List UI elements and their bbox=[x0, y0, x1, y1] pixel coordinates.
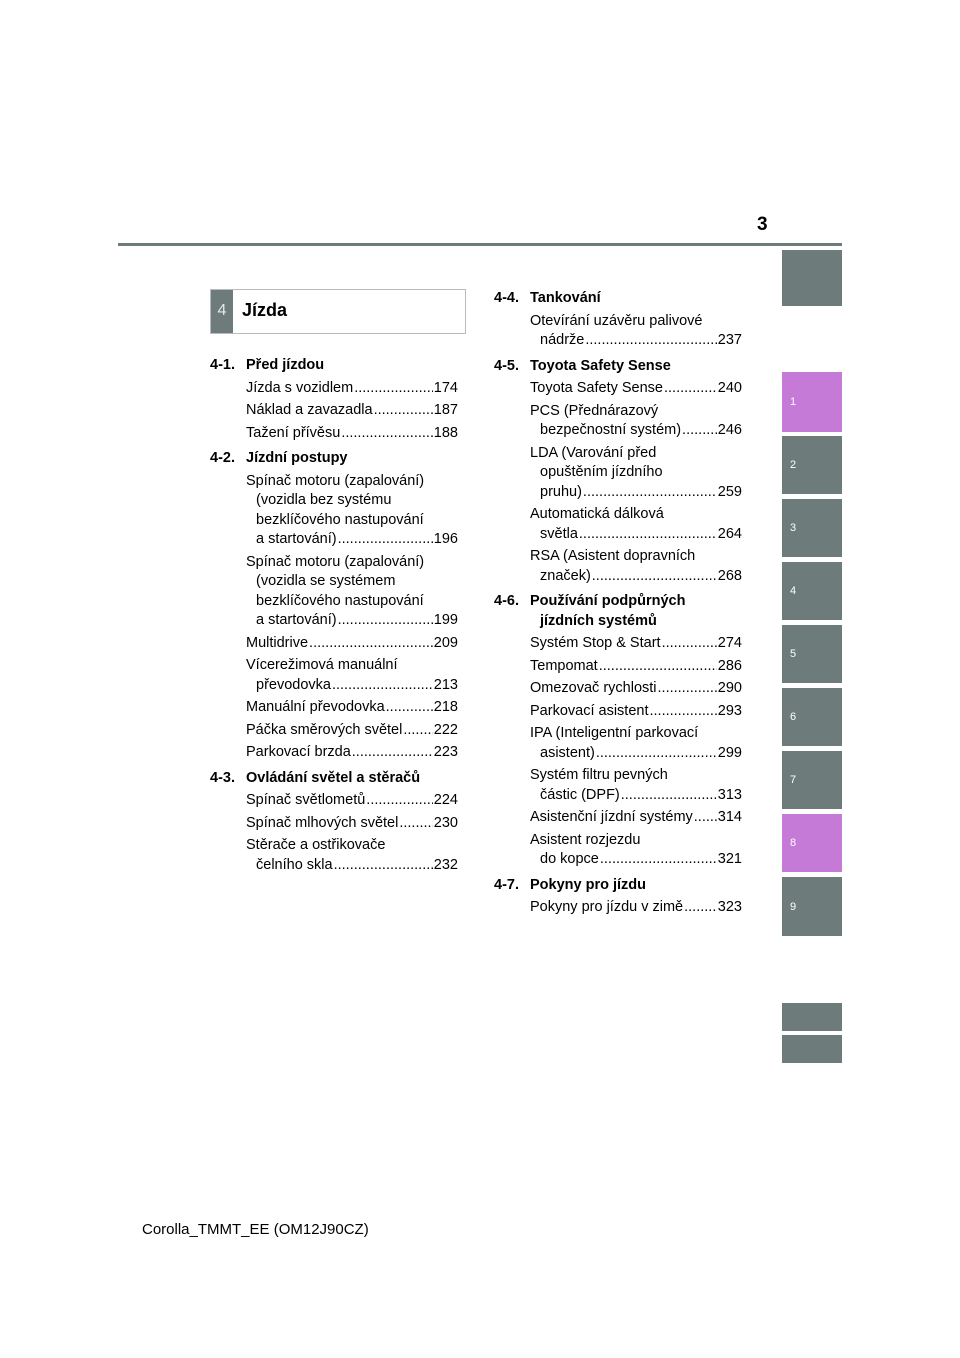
toc-entry[interactable]: Jízda s vozidlem ..... 174 bbox=[246, 379, 458, 399]
toc-entry[interactable]: Toyota Safety Sense ..... 240 bbox=[530, 379, 742, 399]
section-title: Jízda bbox=[242, 300, 288, 320]
toc-entry[interactable]: LDA (Varování před opuštěním jízdního pruhu) ..... 259 bbox=[530, 444, 742, 503]
toc-chapter-cont: jízdních systémů bbox=[540, 612, 657, 629]
chapter-tab-7[interactable]: 7 bbox=[782, 751, 842, 809]
toc-chapter[interactable]: 4-3. Ovládání světel a stěračů bbox=[210, 769, 421, 786]
chapter-tab-8[interactable]: 8 bbox=[782, 814, 842, 872]
toc-entry[interactable]: Asistent rozjezdu do kopce ..... 321 bbox=[530, 831, 742, 870]
toc-entry[interactable]: RSA (Asistent dopravních značek) ..... 268 bbox=[530, 547, 742, 586]
toc-entry[interactable]: Parkovací asistent ..... 293 bbox=[530, 702, 742, 722]
toc-chapter[interactable]: 4-2. Jízdní postupy bbox=[210, 450, 348, 466]
toc-entry[interactable]: Asistenční jízdní systémy ..... 314 bbox=[530, 808, 742, 828]
toc-entry[interactable]: PCS (Přednárazový bezpečnostní systém) ..... 246 bbox=[530, 402, 742, 441]
section-header bbox=[210, 289, 466, 334]
toc-entry[interactable]: Stěrače a ostřikovače čelního skla ..... 232 bbox=[246, 836, 458, 875]
chapter-tab-9[interactable]: 9 bbox=[782, 877, 842, 936]
toc-chapter[interactable]: 4-1. Před jízdou bbox=[210, 357, 325, 373]
chapter-tab-3[interactable]: 3 bbox=[782, 499, 842, 557]
toc-entry[interactable]: Tažení přívěsu ..... 188 bbox=[246, 424, 458, 444]
chapter-tab-6[interactable]: 6 bbox=[782, 688, 842, 746]
toc-entry[interactable]: Spínač motoru (zapalování) (vozidla bez systému bezklíčového nastupování a startování) ..... 196 bbox=[246, 472, 458, 550]
chapter-tab-5[interactable]: 5 bbox=[782, 625, 842, 683]
chapter-tab-2[interactable]: 2 bbox=[782, 436, 842, 494]
chapter-tab-4[interactable]: 4 bbox=[782, 562, 842, 620]
toc-entry[interactable]: Spínač světlometů ..... 224 bbox=[246, 791, 458, 811]
chapter-tab-index-b[interactable] bbox=[782, 1035, 842, 1063]
toc-entry[interactable]: Vícerežimová manuální převodovka ..... 213 bbox=[246, 656, 458, 695]
section-number: 4 bbox=[217, 302, 227, 319]
toc-entry[interactable]: Spínač mlhových světel ..... 230 bbox=[246, 814, 458, 834]
toc-chapter[interactable]: 4-7. Pokyny pro jízdu bbox=[494, 876, 647, 893]
toc-entry[interactable]: Parkovací brzda ..... 223 bbox=[246, 743, 458, 763]
chapter-tab-1[interactable]: 1 bbox=[782, 372, 842, 432]
header-rule bbox=[118, 243, 842, 246]
page-number: 3 bbox=[757, 214, 768, 235]
toc-entry[interactable]: Omezovač rychlosti ..... 290 bbox=[530, 679, 742, 699]
toc-entry[interactable]: Otevírání uzávěru palivové nádrže ..... 237 bbox=[530, 312, 742, 351]
toc-entry[interactable]: Tempomat ..... 286 bbox=[530, 657, 742, 677]
toc-right-column bbox=[494, 285, 742, 918]
toc-entry[interactable]: Spínač motoru (zapalování) (vozidla se systémem bezklíčového nastupování a startování) ..... 199 bbox=[246, 553, 458, 631]
toc-entry[interactable]: Multidrive ..... 209 bbox=[246, 634, 458, 654]
toc-entry[interactable]: Páčka směrových světel ..... 222 bbox=[246, 721, 458, 741]
toc-entry[interactable]: Systém Stop & Start ..... 274 bbox=[530, 634, 742, 654]
toc-entry[interactable]: Automatická dálková světla ..... 264 bbox=[530, 505, 742, 544]
toc-chapter[interactable]: 4-6. Používání podpůrných bbox=[494, 593, 686, 609]
toc-entry[interactable]: Náklad a zavazadla ..... 187 bbox=[246, 401, 458, 421]
toc-entry[interactable]: IPA (Inteligentní parkovací asistent) ..... 299 bbox=[530, 724, 742, 763]
toc-left-column bbox=[210, 352, 458, 875]
toc-entry[interactable]: Manuální převodovka ..... 218 bbox=[246, 698, 458, 718]
toc-chapter[interactable]: 4-4. Tankování bbox=[494, 290, 601, 306]
chapter-tab-index-a[interactable] bbox=[782, 1003, 842, 1031]
chapter-tab-top[interactable] bbox=[782, 250, 842, 306]
toc-entry[interactable]: Pokyny pro jízdu v zimě ..... 323 bbox=[530, 898, 742, 918]
footer-model-code: Corolla_TMMT_EE (OM12J90CZ) bbox=[142, 1221, 369, 1238]
toc-chapter[interactable]: 4-5. Toyota Safety Sense bbox=[494, 357, 671, 374]
toc-entry[interactable]: Systém filtru pevných částic (DPF) ..... 313 bbox=[530, 766, 742, 805]
